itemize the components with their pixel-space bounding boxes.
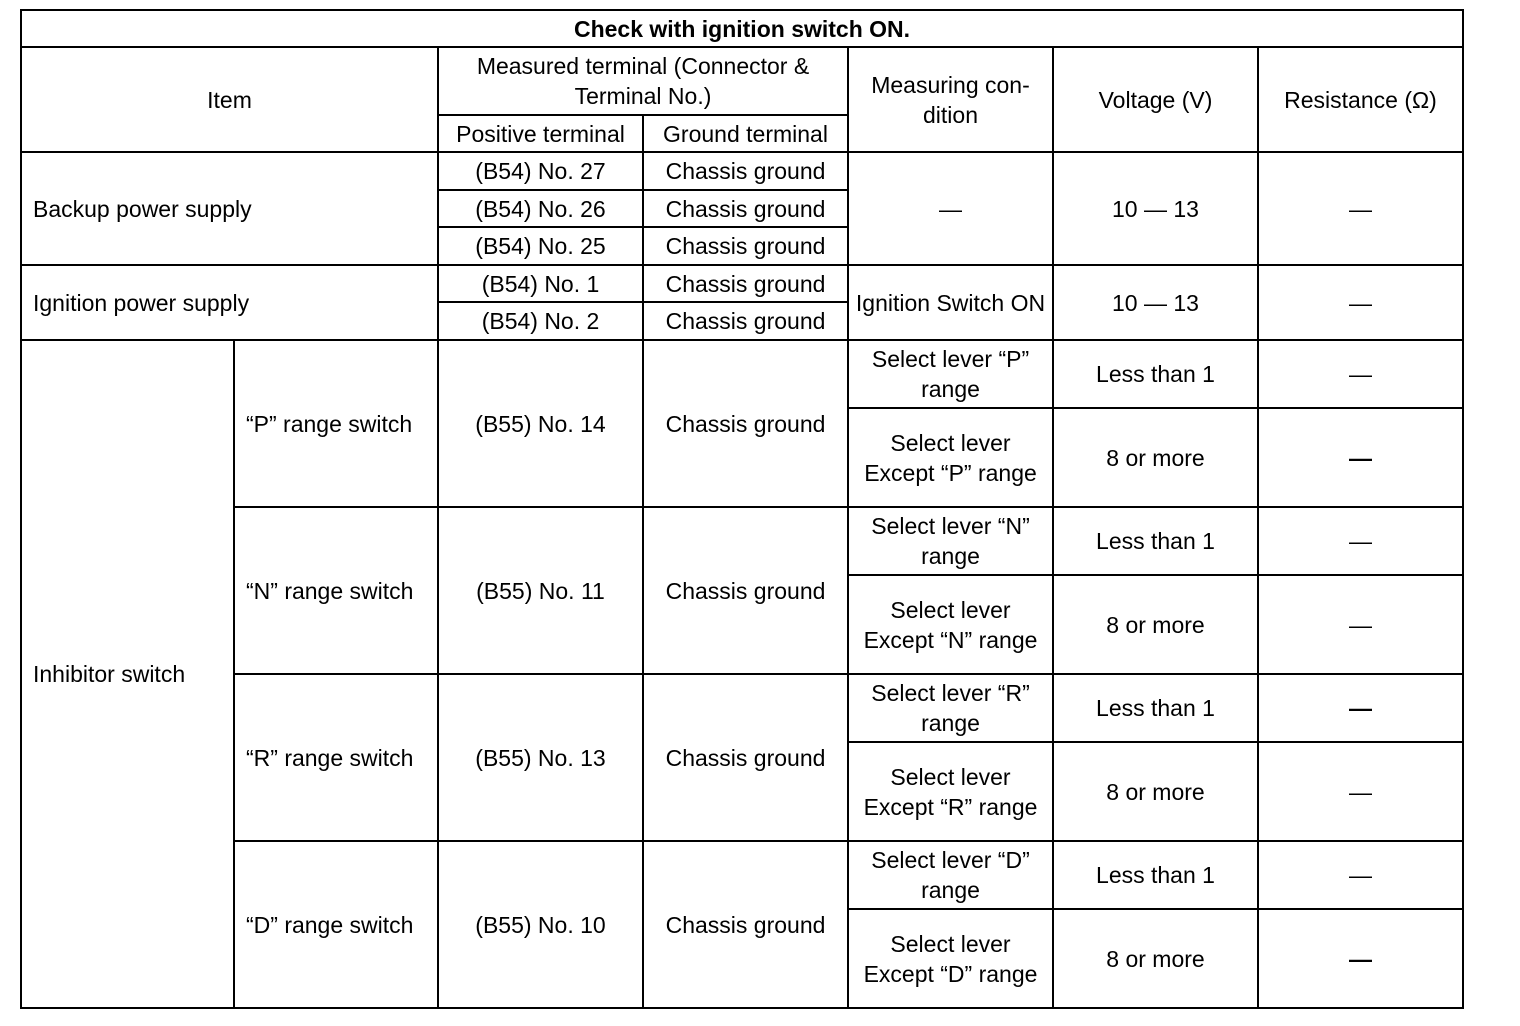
ground-terminal-cell: Chassis ground [643, 340, 848, 507]
ground-terminal-cell: Chassis ground [643, 152, 848, 190]
positive-terminal-cell: (B54) No. 26 [438, 190, 643, 227]
resistance-cell [1258, 674, 1463, 742]
condition-cell: — [848, 152, 1053, 265]
header-ground-terminal: Ground terminal [643, 115, 848, 152]
condition-cell: Select lever “P” range [848, 340, 1053, 408]
voltage-cell: 8 or more [1053, 742, 1258, 841]
voltage-cell: 10 — 13 [1053, 152, 1258, 265]
condition-cell: Select lever “R” range [848, 674, 1053, 742]
inspection-table [20, 9, 1464, 1009]
voltage-cell: Less than 1 [1053, 507, 1258, 575]
ground-terminal-cell: Chassis ground [643, 190, 848, 227]
item-backup-power-supply: Backup power supply [21, 152, 438, 265]
ground-terminal-cell: Chassis ground [643, 674, 848, 841]
header-voltage: Voltage (V) [1053, 47, 1258, 152]
resistance-value: — [1349, 444, 1372, 471]
ground-terminal-cell: Chassis ground [643, 302, 848, 340]
switch-name-cell: “P” range switch [234, 340, 438, 507]
voltage-cell: Less than 1 [1053, 841, 1258, 909]
table-row [21, 674, 1463, 742]
condition-cell: Select lever Except “P” range [848, 408, 1053, 507]
table-row [21, 340, 1463, 408]
ground-terminal-cell: Chassis ground [643, 507, 848, 674]
voltage-cell: 10 — 13 [1053, 265, 1258, 340]
header-measured-terminal: Measured terminal (Connector & Terminal No.) [438, 47, 848, 115]
resistance-cell [1258, 408, 1463, 507]
switch-name-cell: “R” range switch [234, 674, 438, 841]
condition-cell: Ignition Switch ON [848, 265, 1053, 340]
condition-cell: Select lever “N” range [848, 507, 1053, 575]
ground-terminal-cell: Chassis ground [643, 227, 848, 265]
voltage-cell: 8 or more [1053, 408, 1258, 507]
resistance-cell: — [1258, 152, 1463, 265]
condition-cell: Select lever “D” range [848, 841, 1053, 909]
item-inhibitor-switch: Inhibitor switch [21, 340, 234, 1008]
positive-terminal-cell: (B55) No. 11 [438, 507, 643, 674]
condition-cell: Select lever Except “R” range [848, 742, 1053, 841]
ground-terminal-cell: Chassis ground [643, 841, 848, 1008]
voltage-cell: Less than 1 [1053, 674, 1258, 742]
resistance-cell: — [1258, 507, 1463, 575]
voltage-cell: 8 or more [1053, 575, 1258, 674]
resistance-cell: — [1258, 340, 1463, 408]
header-item: Item [21, 47, 438, 152]
table-row [21, 152, 1463, 190]
condition-cell: Select lever Except “D” range [848, 909, 1053, 1008]
ground-terminal-cell: Chassis ground [643, 265, 848, 302]
header-measuring-condition: Measuring con-dition [848, 47, 1053, 152]
positive-terminal-cell: (B54) No. 27 [438, 152, 643, 190]
resistance-value: — [1349, 695, 1372, 721]
resistance-value: — [1349, 945, 1372, 972]
positive-terminal-cell: (B54) No. 25 [438, 227, 643, 265]
resistance-cell: — [1258, 575, 1463, 674]
table-row [21, 507, 1463, 575]
resistance-cell: — [1258, 742, 1463, 841]
switch-name-cell: “D” range switch [234, 841, 438, 1008]
voltage-cell: Less than 1 [1053, 340, 1258, 408]
positive-terminal-cell: (B55) No. 10 [438, 841, 643, 1008]
resistance-cell: — [1258, 841, 1463, 909]
table-row [21, 265, 1463, 302]
voltage-cell: 8 or more [1053, 909, 1258, 1008]
header-positive-terminal: Positive terminal [438, 115, 643, 152]
table-caption: Check with ignition switch ON. [21, 10, 1463, 47]
table-row [21, 841, 1463, 909]
header-resistance: Resistance (Ω) [1258, 47, 1463, 152]
switch-name-cell: “N” range switch [234, 507, 438, 674]
resistance-cell [1258, 909, 1463, 1008]
positive-terminal-cell: (B54) No. 2 [438, 302, 643, 340]
positive-terminal-cell: (B55) No. 14 [438, 340, 643, 507]
positive-terminal-cell: (B54) No. 1 [438, 265, 643, 302]
item-ignition-power-supply: Ignition power supply [21, 265, 438, 340]
positive-terminal-cell: (B55) No. 13 [438, 674, 643, 841]
condition-cell: Select lever Except “N” range [848, 575, 1053, 674]
resistance-cell: — [1258, 265, 1463, 340]
